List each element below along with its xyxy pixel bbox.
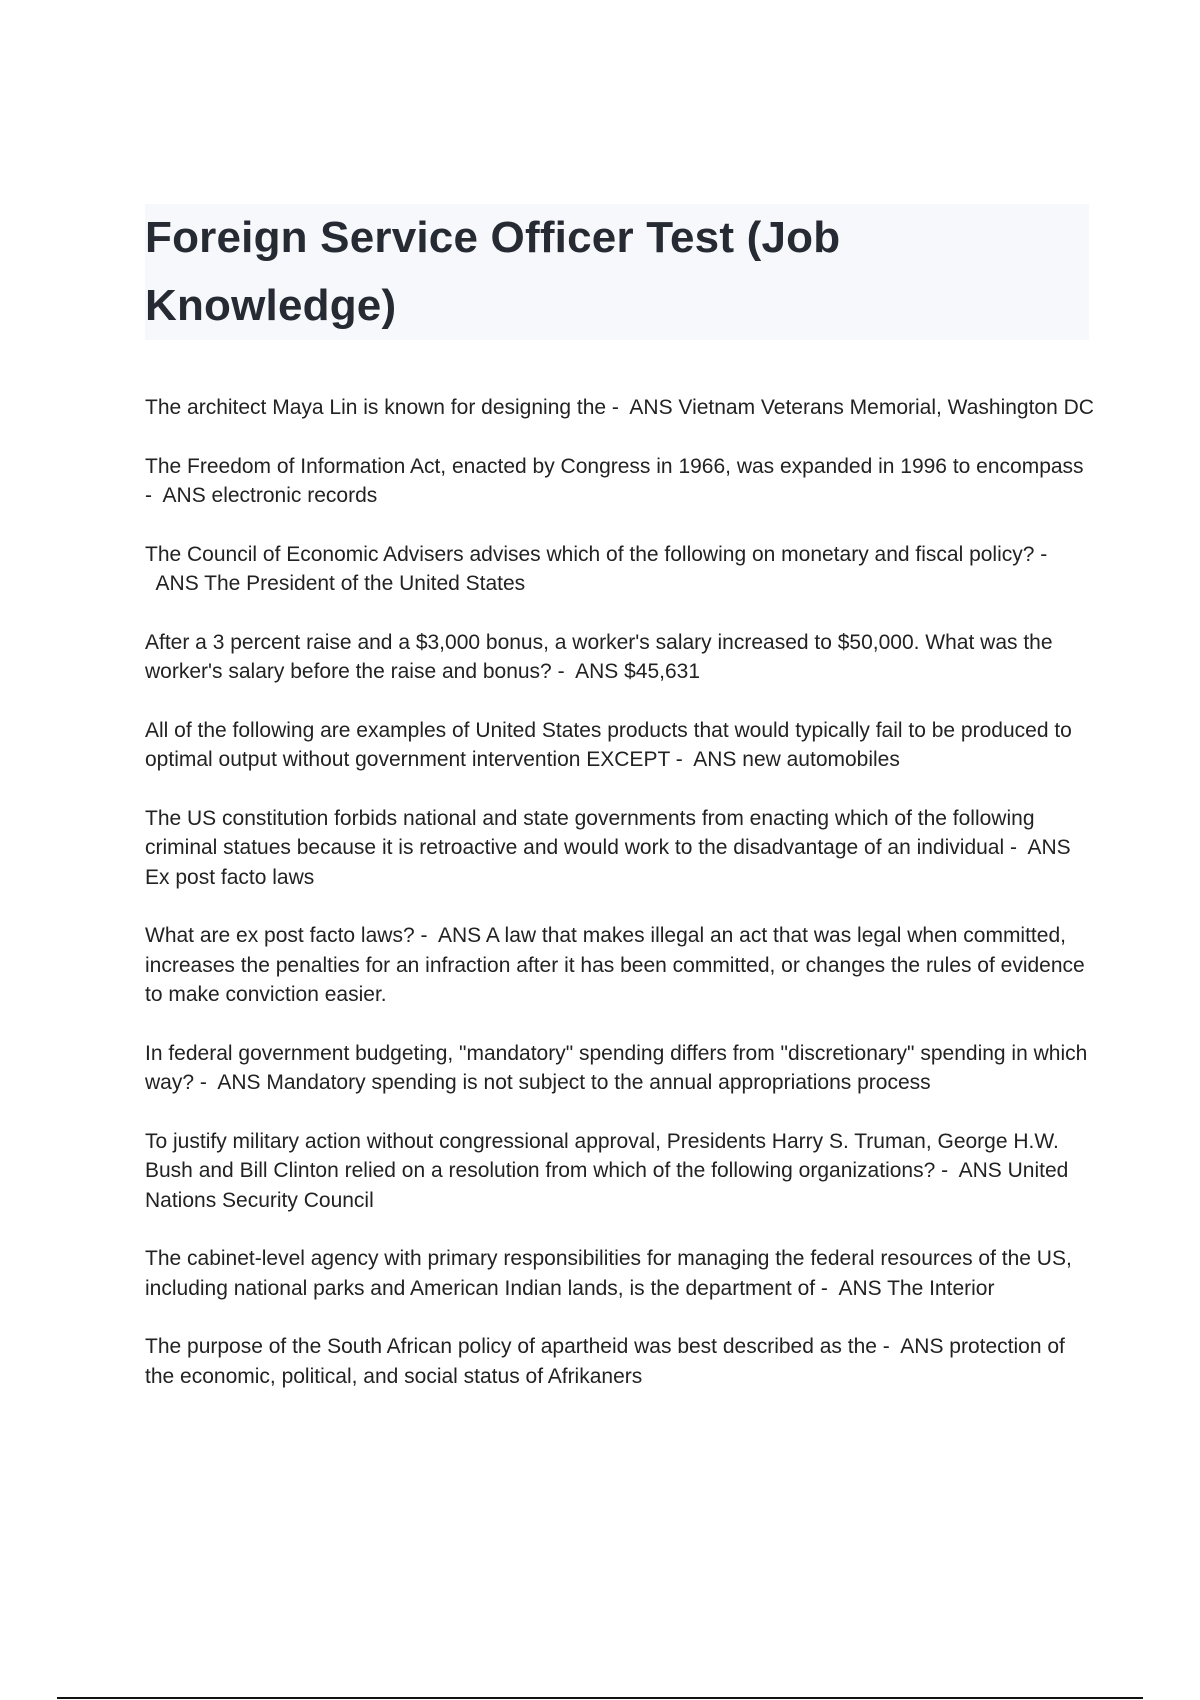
title-block (145, 204, 1089, 340)
answer-text: ANS $45,631 (575, 660, 701, 683)
answer-text: ANS Vietnam Veterans Memorial, Washington DC (629, 396, 1094, 419)
document-title: Foreign Service Officer Test (Job Knowledge) (145, 213, 841, 330)
answer-text: ANS The President of the United States (155, 572, 526, 595)
answer-text: ANS new automobiles (693, 748, 900, 771)
qa-list (145, 393, 1095, 1420)
question-text: To justify military action without congressional approval, Presidents Harry S. Truman, George H.W. Bush and Bill Clinton relied on a resolution from which of the following organizations? - (145, 1129, 1059, 1182)
qa-item (145, 452, 1095, 511)
question-text: All of the following are examples of United States products that would typically fail to be produced to optimal output without government intervention EXCEPT - (145, 718, 1072, 771)
qa-item (145, 921, 1095, 1010)
question-text: The architect Maya Lin is known for designing the - (145, 396, 619, 419)
qa-item (145, 1039, 1095, 1098)
answer-text: ANS protection of the economic, political, and social status of Afrikaners (145, 1335, 1065, 1388)
qa-item (145, 1244, 1095, 1303)
answer-text: ANS Ex post facto laws (145, 836, 1071, 889)
qa-item (145, 716, 1095, 775)
qa-item (145, 628, 1095, 687)
answer-text: ANS United Nations Security Council (145, 1159, 1069, 1212)
answer-text: ANS A law that makes illegal an act that was legal when committed, increases the penalties for an infraction after it has been committed, or changes the rules of evidence to make conviction easier. (145, 924, 1085, 1006)
qa-item (145, 1127, 1095, 1216)
question-text: In federal government budgeting, "mandatory" spending differs from "discretionary" spending in which way? - (145, 1041, 1088, 1094)
question-text: After a 3 percent raise and a $3,000 bonus, a worker's salary increased to $50,000. What was the worker's salary before the raise and bonus? - (145, 630, 1053, 683)
answer-text: ANS Mandatory spending is not subject to the annual appropriations process (217, 1071, 931, 1094)
question-text: The cabinet-level agency with primary responsibilities for managing the federal resources of the US, including national parks and American Indian lands, is the department of - (145, 1247, 1072, 1300)
answer-text: ANS The Interior (838, 1276, 995, 1300)
question-text: The purpose of the South African policy of apartheid was best described as the - (145, 1335, 890, 1358)
qa-item (145, 804, 1095, 893)
page-bottom-rule (57, 1697, 1143, 1699)
qa-item (145, 393, 1095, 423)
question-text: What are ex post facto laws? - (145, 924, 428, 947)
qa-item (145, 540, 1095, 599)
question-text: The Freedom of Information Act, enacted by Congress in 1966, was expanded in 1996 to encompass - (145, 454, 1084, 507)
question-text: The Council of Economic Advisers advises which of the following on monetary and fiscal policy? - (145, 542, 1048, 566)
qa-item (145, 1332, 1095, 1391)
question-text: The US constitution forbids national and state governments from enacting which of the following criminal statues because it is retroactive and would work to the disadvantage of an individual - (145, 806, 1035, 859)
answer-text: ANS electronic records (162, 484, 378, 507)
